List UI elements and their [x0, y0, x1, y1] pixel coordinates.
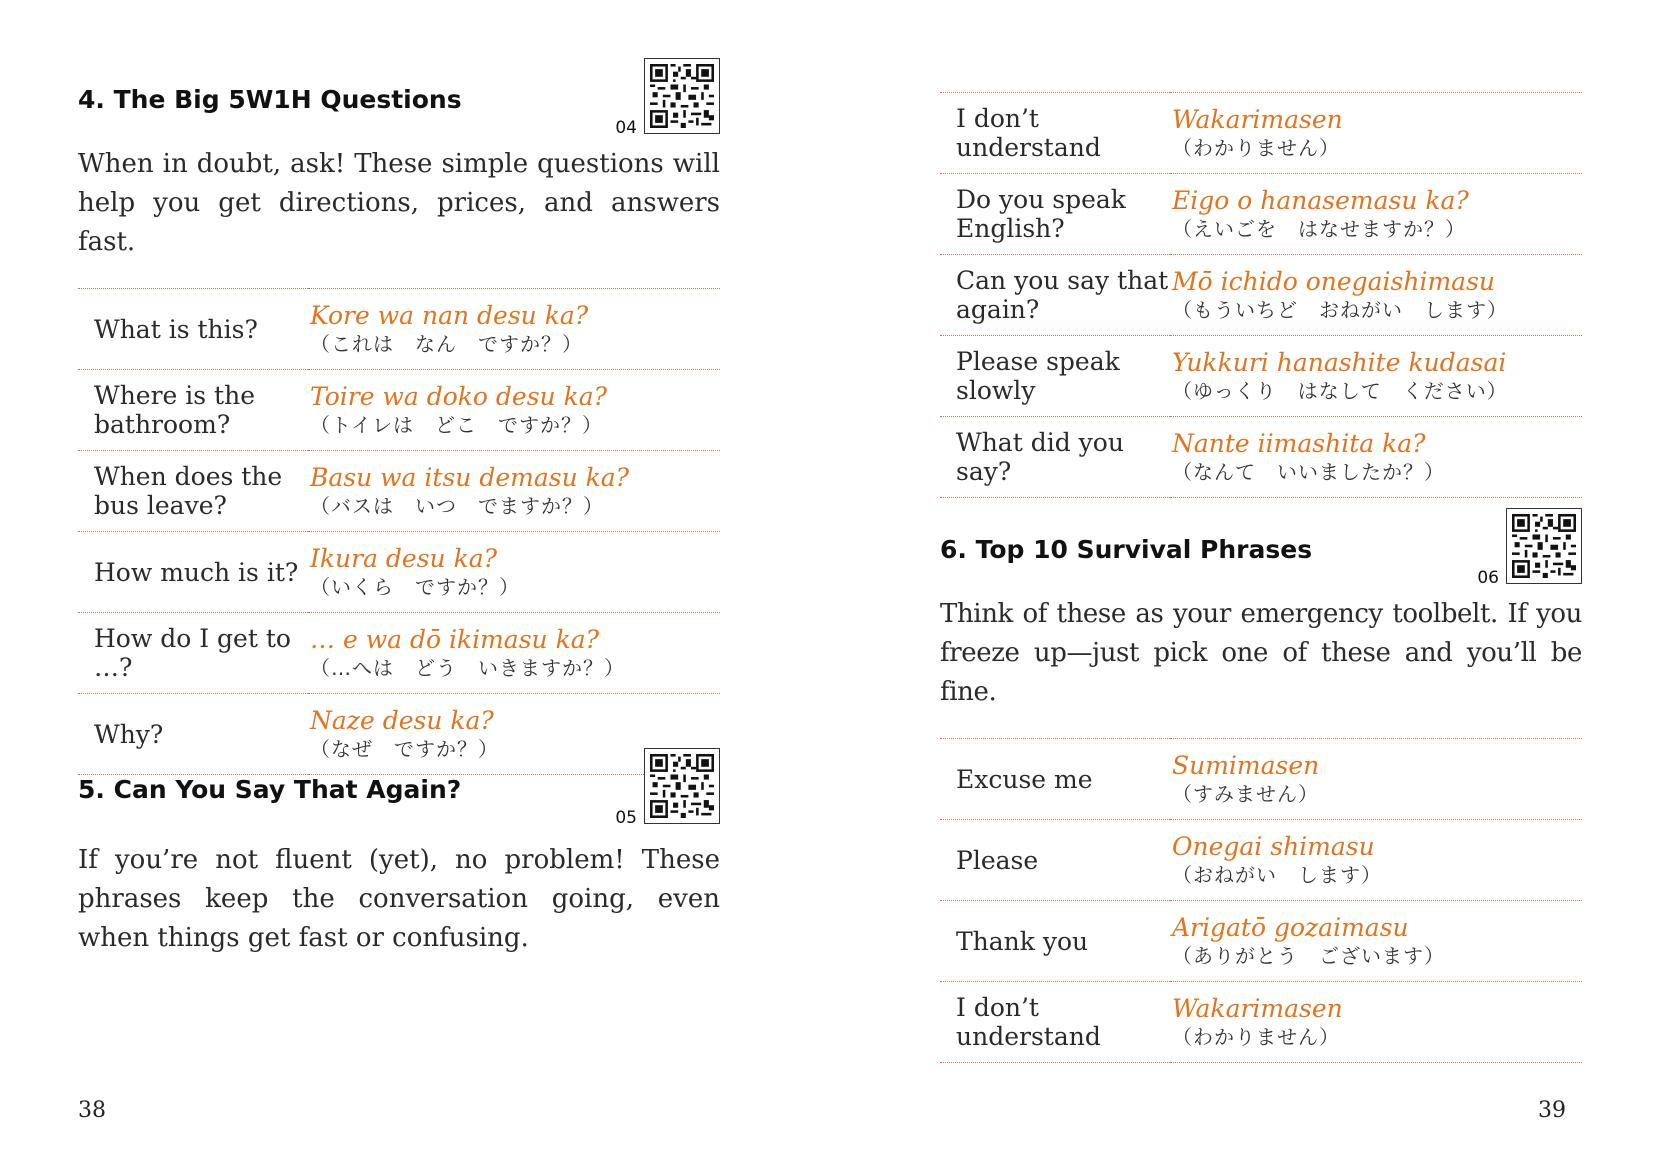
phrase-english: Please speak slowly	[940, 336, 1170, 417]
section-4-header	[78, 58, 720, 138]
phrase-english: Please	[940, 820, 1170, 901]
phrase-romaji: Naze desu ka?	[310, 705, 494, 735]
phrase-row	[940, 93, 1582, 174]
phrase-japanese	[1170, 255, 1582, 336]
phrase-row	[940, 255, 1582, 336]
phrase-english: What did you say?	[940, 417, 1170, 498]
phrase-row	[940, 982, 1582, 1063]
phrase-english: How do I get to …?	[78, 613, 308, 694]
qr-code-icon[interactable]	[644, 748, 720, 824]
phrase-kana: （なぜ ですか？）	[310, 736, 499, 761]
section-5-continued	[940, 92, 1582, 498]
page-number-left: 38	[78, 1098, 106, 1123]
phrase-japanese	[1170, 901, 1582, 982]
phrase-row	[78, 613, 720, 694]
section-6-title: 6. Top 10 Survival Phrases	[940, 535, 1313, 564]
section-5-header	[78, 748, 720, 828]
phrase-kana: （えいごを はなせますか？）	[1172, 216, 1466, 241]
section-5	[78, 748, 720, 958]
phrase-row	[940, 820, 1582, 901]
phrase-japanese	[1170, 820, 1582, 901]
phrase-romaji: … e wa dō ikimasu ka?	[310, 624, 600, 654]
phrase-kana: （もういちど おねがい します）	[1172, 297, 1508, 322]
phrase-romaji: Toire wa doko desu ka?	[310, 381, 608, 411]
phrase-kana: （すみません）	[1172, 781, 1319, 806]
phrase-romaji: Ikura desu ka?	[310, 543, 498, 573]
phrase-romaji: Eigo o hanasemasu ka?	[1172, 185, 1469, 215]
phrase-row	[78, 532, 720, 613]
qr-number: 04	[615, 118, 637, 138]
phrase-kana: （わかりません）	[1172, 1024, 1340, 1049]
phrase-row	[940, 336, 1582, 417]
phrase-row	[78, 451, 720, 532]
section-5-intro: If you’re not fluent (yet), no problem! These phrases keep the conversation going, even when things get fast or confusing.	[78, 845, 720, 953]
qr-code-icon[interactable]	[1506, 508, 1582, 584]
page-number-right: 39	[1538, 1098, 1566, 1123]
phrase-japanese	[308, 451, 720, 532]
phrase-row	[940, 739, 1582, 820]
phrase-romaji: Basu wa itsu demasu ka?	[310, 462, 630, 492]
phrase-japanese	[1170, 739, 1582, 820]
phrase-romaji: Nante iimashita ka?	[1172, 428, 1426, 458]
phrase-kana: （ありがとう ございます）	[1172, 943, 1445, 968]
phrase-kana: （わかりません）	[1172, 135, 1340, 160]
phrase-english: What is this?	[78, 289, 308, 370]
phrase-english: Excuse me	[940, 739, 1170, 820]
phrase-kana: （トイレは どこ ですか？）	[310, 412, 603, 437]
section-6-qr[interactable]	[1472, 508, 1582, 588]
phrase-japanese	[308, 289, 720, 370]
left-page	[78, 0, 720, 1165]
section-6-intro: Think of these as your emergency toolbelt. If you freeze up—just pick one of these and you’ll be fine.	[940, 599, 1582, 707]
section-5-title: 5. Can You Say That Again?	[78, 775, 462, 804]
phrase-row	[940, 174, 1582, 255]
phrase-kana: （ゆっくり はなして ください）	[1172, 378, 1508, 403]
phrase-kana: （バスは いつ でますか？）	[310, 493, 604, 518]
phrase-row	[940, 901, 1582, 982]
phrase-romaji: Arigatō gozaimasu	[1172, 912, 1409, 942]
phrase-japanese	[308, 613, 720, 694]
section-4-intro: When in doubt, ask! These simple questions will help you get directions, prices, and answers fast.	[78, 149, 720, 257]
phrase-table-5w1h	[78, 288, 720, 775]
phrase-romaji: Onegai shimasu	[1172, 831, 1375, 861]
phrase-english: When does the bus leave?	[78, 451, 308, 532]
section-4-qr[interactable]	[610, 58, 720, 138]
phrase-japanese	[1170, 336, 1582, 417]
phrase-romaji: Mō ichido onegaishimasu	[1172, 266, 1496, 296]
phrase-kana: （…へは どう いきますか？）	[310, 655, 625, 680]
phrase-romaji: Sumimasen	[1172, 750, 1320, 780]
phrase-romaji: Kore wa nan desu ka?	[310, 300, 589, 330]
phrase-english: Do you speak English?	[940, 174, 1170, 255]
phrase-japanese	[1170, 982, 1582, 1063]
phrase-table-repeat	[940, 92, 1582, 498]
phrase-romaji: Yukkuri hanashite kudasai	[1172, 347, 1507, 377]
phrase-row	[940, 417, 1582, 498]
phrase-japanese	[308, 532, 720, 613]
phrase-english: Where is the bathroom?	[78, 370, 308, 451]
phrase-english: Why?	[78, 694, 308, 775]
phrase-english: Can you say that again?	[940, 255, 1170, 336]
phrase-table-survival	[940, 738, 1582, 1063]
phrase-kana: （おねがい します）	[1172, 862, 1382, 887]
qr-number: 05	[615, 808, 637, 828]
phrase-romaji: Wakarimasen	[1172, 104, 1343, 134]
right-page	[940, 0, 1582, 1165]
phrase-english: Thank you	[940, 901, 1170, 982]
phrase-japanese	[1170, 93, 1582, 174]
section-6-header	[940, 508, 1582, 588]
phrase-japanese	[1170, 417, 1582, 498]
phrase-row	[78, 370, 720, 451]
phrase-japanese	[308, 370, 720, 451]
section-6	[940, 508, 1582, 1063]
qr-number: 06	[1477, 568, 1499, 588]
qr-code-icon[interactable]	[644, 58, 720, 134]
section-4-title: 4. The Big 5W1H Questions	[78, 85, 462, 114]
phrase-english: How much is it?	[78, 532, 308, 613]
phrase-english: I don’t understand	[940, 982, 1170, 1063]
phrase-japanese	[1170, 174, 1582, 255]
phrase-kana: （なんて いいましたか？）	[1172, 459, 1445, 484]
phrase-kana: （これは なん ですか？）	[310, 331, 583, 356]
phrase-kana: （いくら ですか？）	[310, 574, 520, 599]
phrase-english: I don’t understand	[940, 93, 1170, 174]
phrase-romaji: Wakarimasen	[1172, 993, 1343, 1023]
section-4	[78, 58, 720, 775]
phrase-row	[78, 289, 720, 370]
section-5-qr[interactable]	[610, 748, 720, 828]
